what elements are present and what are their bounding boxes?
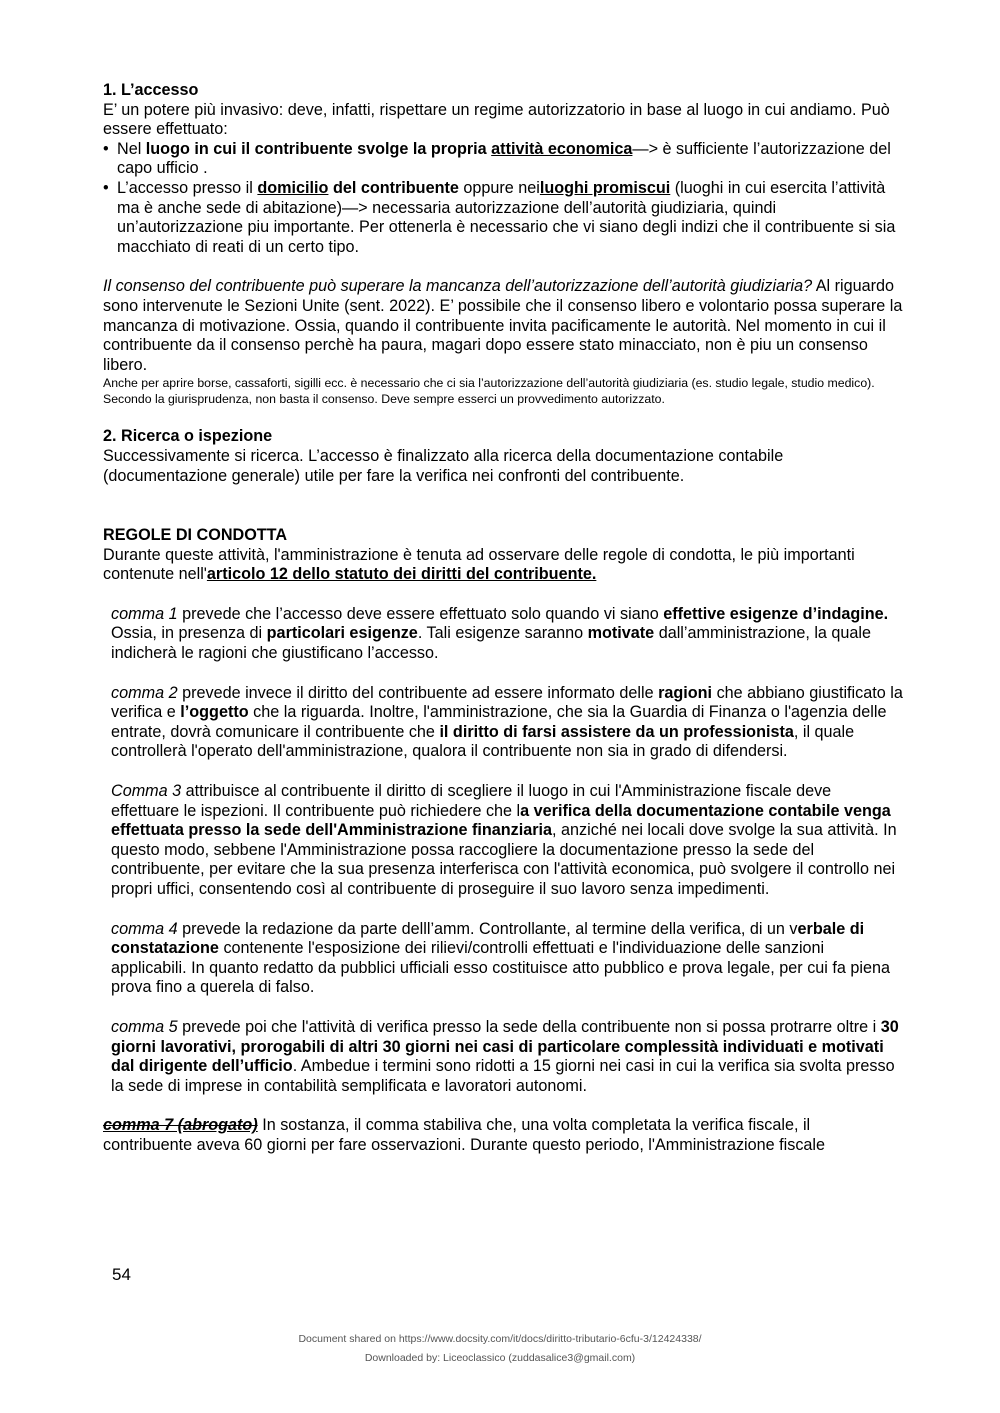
comma-7: comma 7 (abrogato) In sostanza, il comma stabiliva che, una volta completata la verifica fiscale, il contribuente aveva 60 giorni per fare osservazioni. Durante questo periodo, l'Amministrazione fiscale	[103, 1116, 826, 1154]
comma-5: comma 5 prevede poi che l'attività di verifica presso la sede della contribuente non si possa protrarre oltre i 30 giorni lavorativi, prorogabili di altri 30 giorni nei casi di particolare complessità individuati e motivati dal dirigente dell’ufficio. Ambedue i termini sono ridotti a 15 giorni nei casi in cui la verifica sia svolta presso la sede di imprese in contabilità semplificata e lavoratori autonomi.	[111, 1017, 899, 1095]
footer-downloaded: Downloaded by: Liceoclassico (zuddasalice3@gmail.com)	[364, 1352, 636, 1364]
paragraph: E’ un potere più invasivo: deve, infatti, rispettare un regime autorizzatorio in base al luogo in cui andiamo. Può essere effettuato:	[103, 100, 890, 139]
comma-1: comma 1 prevede che l’accesso deve essere effettuato solo quando vi siano effettive esigenze d’indagine. Ossia, in presenza di particolari esigenze. Tali esigenze saranno motivate dall’amministrazione, la quale indicherà le ragioni che giustificano l’accesso.	[111, 604, 889, 663]
paragraph: Il consenso del contribuente può superare la mancanza dell’autorizzazione dell’autorità giudiziaria? Al riguardo sono intervenute le Sezioni Unite (sent. 2022). E’ possibile che il consenso libero e volontario possa superare la mancanza di motivazione. Ossia, quando il contribuente invita pacificamente le autorità. Nel momento in cui il contribuente da il consenso perchè ha paura, magari dopo essere stato minacciato, non è piu un consenso libero.	[103, 277, 903, 374]
section-heading-regole: REGOLE DI CONDOTTA	[103, 526, 288, 545]
footer-shared: Document shared on https://www.docsity.com/it/docs/diritto-tributario-6cfu-3/12424338/	[298, 1333, 702, 1345]
paragraph: Durante queste attività, l'amministrazione è tenuta ad osservare delle regole di condotta, le più importanti contenute nell'articolo 12 dello statuto dei diritti del contribuente.	[103, 545, 855, 584]
comma-3: Comma 3 attribuisce al contribuente il diritto di scegliere il luogo in cui l'Amministrazione fiscale deve effettuare le ispezioni. Il contribuente può richiedere che la verifica della documentazione contabile venga effettuata presso la sede dell'Amministrazione finanziaria, anziché nei locali dove svolge la sua attività. In questo modo, sebbene l'Amministrazione possa raccogliere la documentazione presso la sede del contribuente, per evitare che la sua presenza interferisca con l'attività economica, può svolgere il controllo nei propri uffici, consentendo così al contribuente di proseguire il suo lavoro senza impedimenti.	[111, 782, 897, 898]
list-item: • Nel luogo in cui il contribuente svolge la propria attività economica—> è sufficiente l’autorizzazione del capo ufficio .	[103, 140, 903, 179]
bullet-list	[103, 140, 903, 258]
section-heading-ricerca: 2. Ricerca o ispezione	[103, 427, 273, 446]
comma-2: comma 2 prevede invece il diritto del contribuente ad essere informato delle ragioni che abbiano giustificato la verifica e l’oggetto che la riguarda. Inoltre, l'amministrazione, che sia la Guardia di Finanza o l'agenzia delle entrate, dovrà comunicare il contribuente che il diritto di farsi assistere da un professionista, il quale controllerà l'operato dell'amministrazione, qualora il contribuente non sia in grado di difendersi.	[111, 683, 903, 761]
page-content	[103, 81, 903, 1156]
paragraph: Successivamente si ricerca. L’accesso è finalizzato alla ricerca della documentazione contabile (documentazione generale) utile per fare la verifica nei confronti del contribuente.	[103, 446, 784, 485]
comma-4: comma 4 prevede la redazione da parte delll’amm. Controllante, al termine della verifica, di un verbale di constatazione contenente l'esposizione dei rilievi/controlli effettuati e l'individuazione delle sanzioni applicabili. In quanto redatto da pubblici ufficiali esso costituisce atto pubblico e prova legale, per cui fa piena prova fino a querela di falso.	[111, 919, 890, 997]
section-heading-accesso: 1. L’accesso	[103, 81, 199, 99]
page-number: 54	[112, 1265, 131, 1284]
list-item: • L’accesso presso il domicilio del contribuente oppure neiluoghi promiscui (luoghi in cui esercita l’attività ma è anche sede di abitazione)—> necessaria autorizzazione dell’autorità giudiziaria, quindi un’autorizzazione piu importante. Per ottenerla è necessario che vi siano degli indizi che il contribuente si sia macchiato di reati di un certo tipo.	[103, 179, 903, 257]
small-note: Anche per aprire borse, cassaforti, sigilli ecc. è necessario che ci sia l’autorizzazione dell’autorità giudiziaria (es. studio legale, studio medico). Secondo la giurisprudenza, non basta il consenso. Deve sempre esserci un provvedimento autorizzato.	[103, 376, 875, 407]
